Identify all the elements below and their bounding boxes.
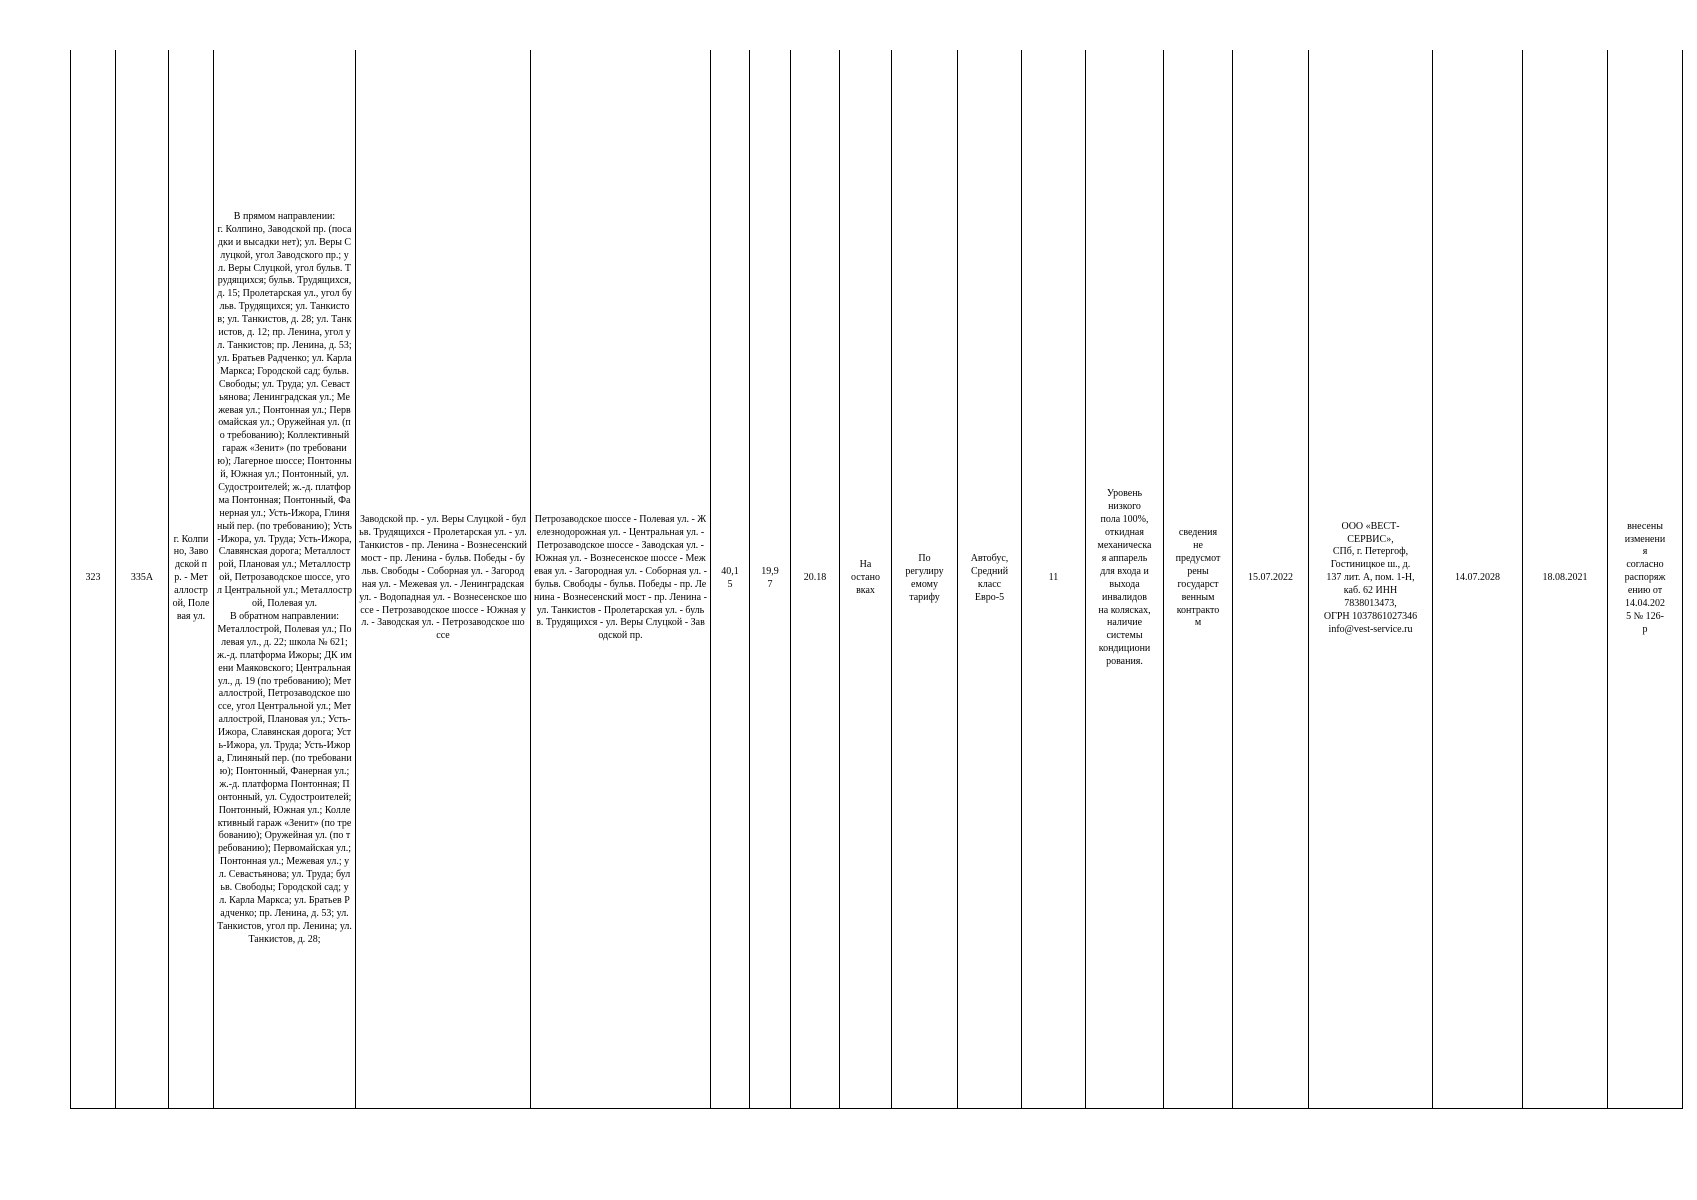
boarding-order-cell: На остано вках (840, 50, 892, 1108)
end-date-cell: 14.07.2028 (1433, 50, 1523, 1108)
route-register-table (70, 50, 1683, 1109)
forward-route-cell: Заводской пр. - ул. Веры Слуцкой - бульв. Трудящихся - Пролетарская ул. - ул. Танкистов - пр. Ленина - Вознесенский мост - пр. Ленина - бульв. Победы - бульв. Свободы - Соборная ул. - Загородная ул. - Межевая ул. - Ленинградская ул. - Водопадная ул. - Вознесенское шоссе - Петрозаводское шоссе - Южная ул. - Заводская ул. - Петрозаводское шоссе (356, 50, 531, 1108)
length-forward-cell: 40,1 5 (711, 50, 750, 1108)
vehicle-class-cell: Автобус, Средний класс Евро-5 (958, 50, 1022, 1108)
vehicle-count-cell: 11 (1022, 50, 1086, 1108)
route-number-cell: 335А (116, 50, 169, 1108)
length-reverse-cell: 19,9 7 (750, 50, 791, 1108)
note-cell: внесены изменени я согласно распоряж ению от 14.04.202 5 № 126- р (1608, 50, 1683, 1108)
change-date-cell: 18.08.2021 (1523, 50, 1608, 1108)
table-row (71, 50, 1683, 1108)
tariff-cell: По регулиру емому тарифу (892, 50, 958, 1108)
stops-cell: В прямом направлении: г. Колпино, Заводской пр. (посадки и высадки нет); ул. Веры Слуцкой, угол Заводского пр.; ул. Веры Слуцкой, угол бульв. Трудящихся; бульв. Трудящихся, д. 15; Пролетарская ул., угол бульв. Трудящихся; ул. Танкистов; ул. Танкистов, д. 28; ул. Танкистов, д. 12; пр. Ленина, угол ул. Танкистов; пр. Ленина, д. 53; ул. Братьев Радченко; ул. Карла Маркса; Городской сад; бульв. Свободы; ул. Труда; ул. Севастьянова; Ленинградская ул.; Межевая ул.; Понтонная ул.; Первомайская ул.; Оружейная ул. (по требованию); Коллективный гараж «Зенит» (по требованию); Лагерное шоссе; Понтонный, Южная ул.; Понтонный, ул. Судостроителей; ж.-д. платформа Понтонная; Понтонный, Фанерная ул.; Усть-Ижора, Глиняный пер. (по требованию); Усть-Ижора, ул. Труда; Усть-Ижора, Славянская дорога; Металлострой, Плановая ул.; Металлострой, Петрозаводское шоссе, угол Центральной ул.; Металлострой, Полевая ул. В обратном направлении: Металлострой, Полевая ул.; Полевая ул., д. 22; школа № 621; ж.-д. платформа Ижоры; ДК имени Маяковского; Центральная ул., д. 19 (по требованию); Металлострой, Петрозаводское шоссе, угол Центральной ул.; Металлострой, Плановая ул.; Усть-Ижора, Славянская дорога; Усть-Ижора, ул. Труда; Усть-Ижора, Глиняный пер. (по требованию); Понтонный, Фанерная ул.; ж.-д. платформа Понтонная; Понтонный, ул. Судостроителей; Понтонный, Южная ул.; Коллективный гараж «Зенит» (по требованию); Оружейная ул. (по требованию); Первомайская ул.; Понтонная ул.; Межевая ул.; ул. Севастьянова; ул. Труда; бульв. Свободы; Городской сад; ул. Карла Маркса; ул. Братьев Радченко; пр. Ленина, д. 53; ул. Танкистов, угол пр. Ленина; ул. Танкистов, д. 28; (214, 50, 356, 1108)
start-date-cell: 15.07.2022 (1233, 50, 1309, 1108)
contract-info-cell: сведения не предусмот рены государст венным контракто м (1164, 50, 1233, 1108)
length-total-cell: 20.18 (791, 50, 840, 1108)
reverse-route-cell: Петрозаводское шоссе - Полевая ул. - Железнодорожная ул. - Центральная ул. - Петрозаводское шоссе - Заводская ул. - Южная ул. - Вознесенское шоссе - Межевая ул. - Загородная ул. - Соборная ул. - бульв. Свободы - бульв. Победы - пр. Ленина - Вознесенский мост - пр. Ленина - ул. Танкистов - Пролетарская ул. - бульв. Трудящихся - ул. Веры Слуцкой - Заводской пр. (531, 50, 711, 1108)
row-number-cell: 323 (71, 50, 116, 1108)
equipment-cell: Уровень низкого пола 100%, откидная механическа я аппарель для входа и выхода инвалидов на колясках, наличие системы кондициони рования. (1086, 50, 1164, 1108)
route-name-cell: г. Колпино, Заводской пр. - Металлострой, Полевая ул. (169, 50, 214, 1108)
carrier-cell: ООО «ВЕСТ- СЕРВИС», СПб, г. Петергоф, Гостиницкое ш., д. 137 лит. А, пом. 1-Н, каб. 62 ИНН 7838013473, ОГРН 1037861027346 info@vest-service.ru (1309, 50, 1433, 1108)
